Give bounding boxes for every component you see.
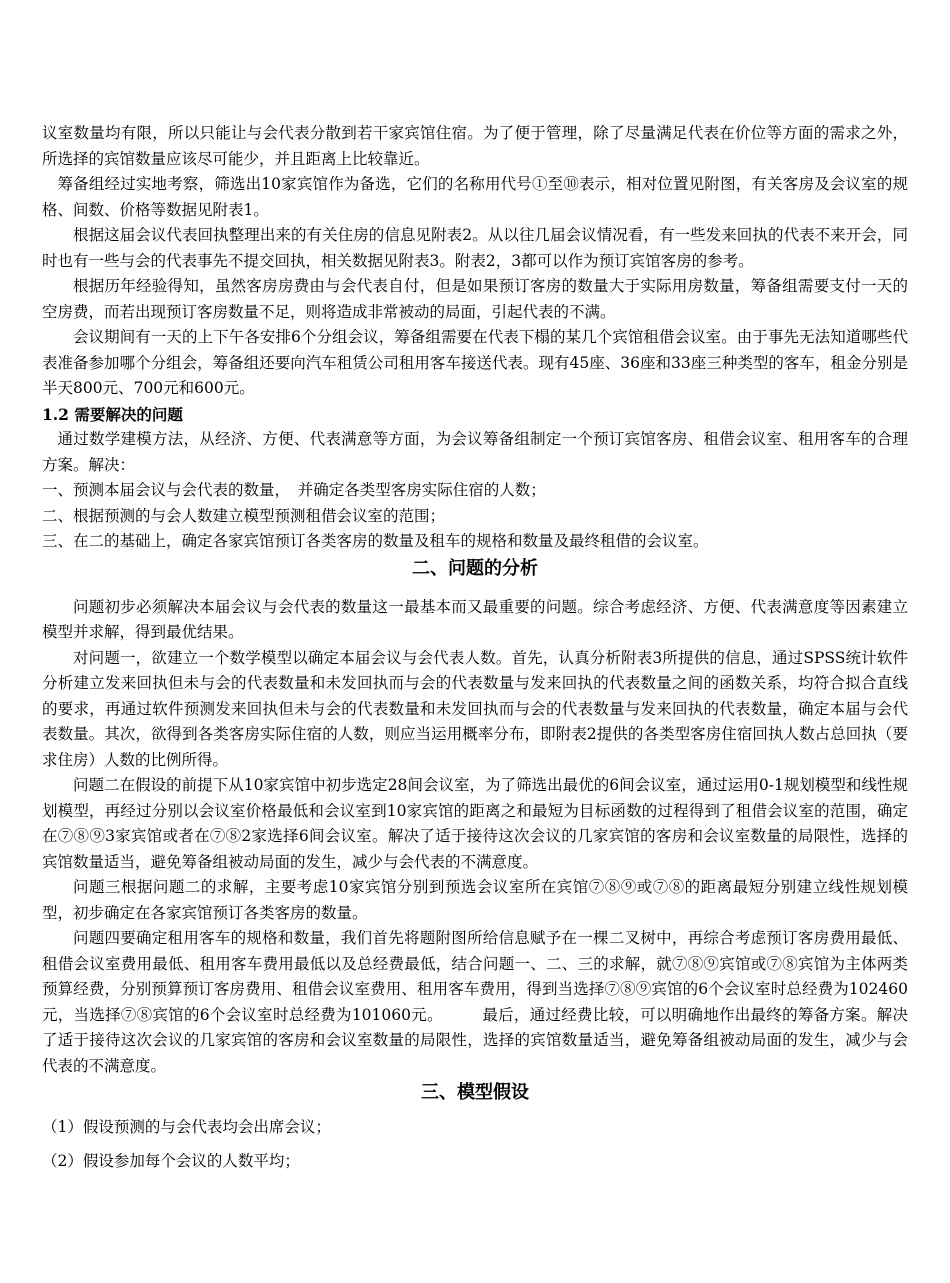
- list-item: 三、在二的基础上，确定各家宾馆预订各类客房的数量及租车的规格和数量及最终租借的会议室。: [42, 532, 709, 550]
- section-title: 三、模型假设: [421, 1082, 529, 1103]
- list-item: 二、根据预测的与会人数建立模型预测租借会议室的范围；: [42, 506, 446, 525]
- paragraph: 根据这届会议代表回执整理出来的有关住房的信息见附表2。从以往几届会议情况看，有一些发来回执的代表不来开会，同时也有一些与会的代表事先不提交回执，相关数据见附表3。附表2，3都可以作为预订宾馆客房的参考。: [42, 226, 908, 270]
- subsection-heading: 1.2 需要解决的问题: [42, 404, 183, 424]
- paragraph: 根据历年经验得知，虽然客房房费由与会代表自付，但是如果预订客房的数量大于实际用房数量，筹备组需要支付一天的空房费，而若出现预订客房数量不足，则将造成非常被动的局面，引起代表的不满。: [42, 277, 908, 321]
- paragraph: 筹备组经过实地考察，筛选出10家宾馆作为备选，它们的名称用代号①至⑩表示，相对位置见附图，有关客房及会议室的规格、间数、价格等数据见附表1。: [42, 175, 908, 219]
- paragraph: 问题二在假设的前提下从10家宾馆中初步选定28间会议室，为了筛选出最优的6间会议室，通过运用0-1规划模型和线性规划模型，再经过分别以会议室价格最低和会议室到10家宾馆的距离之和最短为目标函数的过程得到了租借会议室的范围，确定在⑦⑧⑨3家宾馆或者在⑦⑧2家选择6间会议室。解决了适于接待这次会议的几家宾馆的客房和会议室数量的局限性，选择的宾馆数量适当，避免筹备组被动局面的发生，减少与会代表的不满意度。: [42, 776, 908, 871]
- list-item: 一、预测本届会议与会代表的数量， 并确定各类型客房实际住宿的人数；: [42, 481, 546, 499]
- paragraph: 会议期间有一天的上下午各安排6个分组会议，筹备组需要在代表下榻的某几个宾馆租借会议室。由于事先无法知道哪些代表准备参加哪个分组会，筹备组还要向汽车租赁公司租用客车接送代表。现有45座、36座和33座三种类型的客车，租金分别是半天800元、700元和600元。: [42, 328, 908, 397]
- paragraph: 问题三根据问题二的求解，主要考虑10家宾馆分别到预选会议室所在宾馆⑦⑧⑨或⑦⑧的距离最短分别建立线性规划模型，初步确定在各家宾馆预订各类客房的数量。: [42, 878, 908, 922]
- list-item: （1）假设预测的与会代表均会出席会议；: [42, 1118, 331, 1136]
- list-item: （2）假设参加每个会议的人数平均；: [42, 1151, 300, 1170]
- paragraph: 通过数学建模方法，从经济、方便、代表满意等方面，为会议筹备组制定一个预订宾馆客房、租借会议室、租用客车的合理方案。解决：: [42, 430, 908, 474]
- document-page: [42, 121, 908, 1174]
- paragraph: 问题初步必须解决本届会议与会代表的数量这一最基本而又最重要的问题。综合考虑经济、方便、代表满意度等因素建立模型并求解，得到最优结果。: [42, 597, 908, 641]
- paragraph: 议室数量均有限，所以只能让与会代表分散到若干家宾馆住宿。为了便于管理，除了尽量满足代表在价位等方面的需求之外，所选择的宾馆数量应该尽可能少，并且距离上比较靠近。: [42, 124, 908, 168]
- section-title: 二、问题的分析: [412, 557, 538, 579]
- paragraph: 问题四要确定租用客车的规格和数量，我们首先将题附图所给信息赋予在一棵二叉树中，再综合考虑预订客房费用最低、租借会议室费用最低、租用客车费用最低以及总经费最低，结合问题一、二、三的求解，就⑦⑧⑨宾馆或⑦⑧宾馆为主体两类预算经费，分别预算预订客房费用、租借会议室费用、租用客车费用，得到当选择⑦⑧⑨宾馆的6个会议室时总经费为102460元，当选择⑦⑧宾馆的6个会议室时总经费为101060元。 最后，通过经费比较，可以明确地作出最终的筹备方案。解决了适于接待这次会议的几家宾馆的客房和会议室数量的局限性，选择的宾馆数量适当，避免筹备组被动局面的发生，减少与会代表的不满意度。: [42, 929, 908, 1075]
- paragraph: 对问题一，欲建立一个数学模型以确定本届会议与会代表人数。首先，认真分析附表3所提供的信息，通过SPSS统计软件分析建立发来回执但未与会的代表数量和未发回执而与会的代表数量与发来回执的代表数量之间的函数关系，均符合拟合直线的要求，再通过软件预测发来回执但未与会的代表数量和未发回执而与会的代表数量与发来回执的代表数量，确定本届与会代表数量。其次，欲得到各类客房实际住宿的人数，则应当运用概率分布，即附表2提供的各类型客房住宿回执人数占总回执（要求住房）人数的比例所得。: [42, 648, 908, 769]
